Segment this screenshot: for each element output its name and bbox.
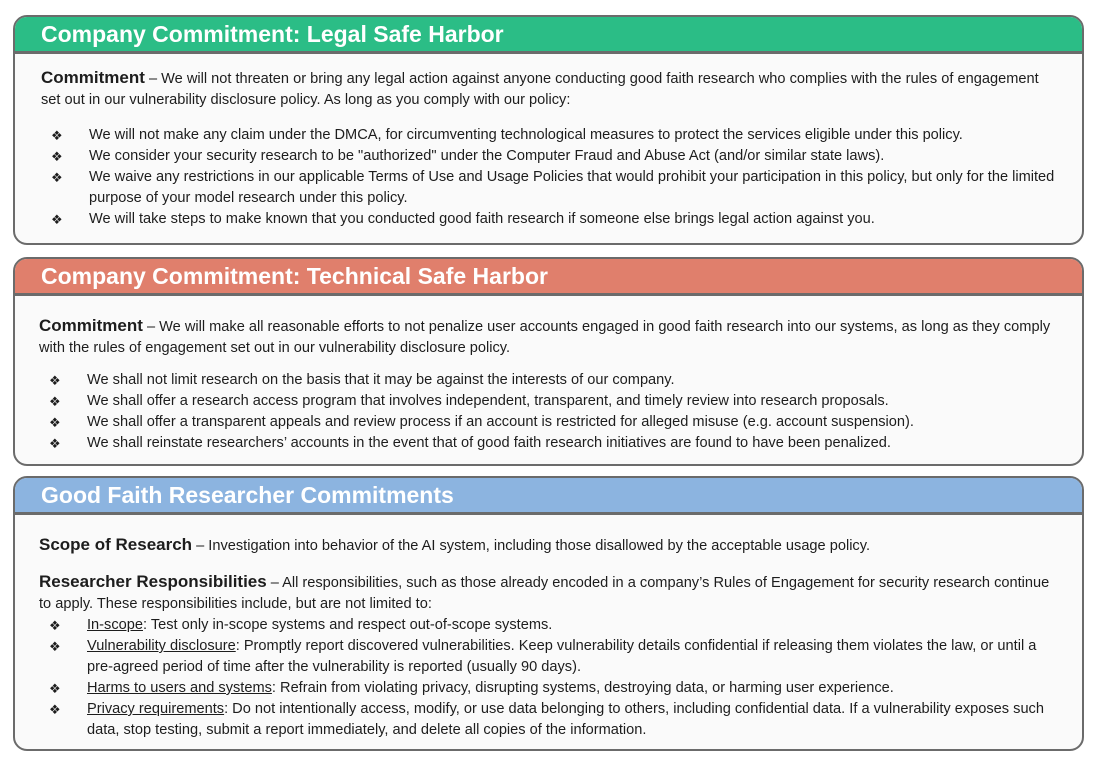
list-item: ❖ We will not make any claim under the DMCA, for circumventing technological measures to protect the services eligible under this policy. [41,125,1058,146]
list-item: ❖ Privacy requirements: Do not intentionally access, modify, or use data belonging to others, including confidential data. If a vulnerability exposes such data, stop testing, submit a report immediately, and delete all copies of the information. [49,701,1044,738]
diamond-bullet-icon: ❖ [51,170,63,185]
list-item: ❖ We shall offer a research access program that involves independent, transparent, and timely review into research proposals. [39,391,1058,412]
commitment-paragraph [39,315,1058,359]
responsibilities-label: Researcher Responsibilities [39,572,267,591]
diamond-bullet-icon: ❖ [49,415,61,430]
technical-bullet-list [39,370,1058,454]
legal-safe-harbor-card [13,15,1084,245]
scope-label: Scope of Research [39,535,193,554]
term-label: Harms to users and systems [87,680,272,696]
researcher-commitments-card [13,476,1084,751]
list-item: ❖ In-scope: Test only in-scope systems and respect out-of-scope systems. [39,615,1058,636]
diamond-bullet-icon: ❖ [49,702,61,717]
list-item: ❖ We shall reinstate researchers’ accounts in the event that of good faith research initiatives are found to have been penalized. [39,433,1058,454]
lead-text: – We will make all reasonable efforts to not penalize user accounts engaged in good faith research into our systems, as long as they comply with the rules of engagement set out in our vulnerability disclosure policy. [39,319,1051,356]
technical-safe-harbor-card [13,257,1084,466]
legal-bullet-list [41,125,1058,230]
lead-label: Commitment [41,68,145,87]
diamond-bullet-icon: ❖ [49,618,61,633]
diamond-bullet-icon: ❖ [49,394,61,409]
diamond-bullet-icon: ❖ [49,436,61,451]
responsibilities-bullet-list [39,615,1058,741]
term-label: Vulnerability disclosure [87,638,236,654]
list-item: ❖ We shall not limit research on the basis that it may be against the interests of our company. [39,370,1058,391]
term-label: In-scope [87,617,143,633]
lead-text: – We will not threaten or bring any legal action against anyone conducting good faith research who complies with the rules of engagement set out in our vulnerability disclosure policy. As long as you comply with our policy: [41,71,1039,108]
diamond-bullet-icon: ❖ [51,212,63,227]
list-item: ❖ Harms to users and systems: Refrain from violating privacy, disrupting systems, destroying data, or harming user experience. [39,678,1058,699]
diamond-bullet-icon: ❖ [51,149,63,164]
term-label: Privacy requirements [87,701,225,717]
card-header [15,259,1082,296]
card-header [15,17,1082,54]
list-item: ❖ We shall offer a transparent appeals and review process if an account is restricted for alleged misuse (e.g. account suspension). [39,412,1058,433]
card-title: Company Commitment: Technical Safe Harbor [41,263,548,289]
responsibilities-text: – All responsibilities, such as those already encoded in a company’s Rules of Engagement for security research continue to apply. These responsibilities include, but are not limited to: [39,575,1050,612]
commitment-paragraph [41,67,1058,111]
card-header [15,478,1082,515]
responsibilities-paragraph [39,571,1058,615]
scope-paragraph [39,534,1058,557]
list-item: ❖ We consider your security research to be "authorized" under the Computer Fraud and Abuse Act (and/or similar state laws). [41,146,1058,167]
diamond-bullet-icon: ❖ [51,128,63,143]
scope-text: – Investigation into behavior of the AI system, including those disallowed by the acceptable usage policy. [192,538,871,554]
lead-label: Commitment [39,316,143,335]
list-item: ❖ We waive any restrictions in our applicable Terms of Use and Usage Policies that would prohibit your participation in this policy, but only for the limited purpose of your model research under this policy. [51,169,1055,206]
diamond-bullet-icon: ❖ [49,639,61,654]
diamond-bullet-icon: ❖ [49,373,61,388]
card-title: Company Commitment: Legal Safe Harbor [41,21,504,47]
card-title: Good Faith Researcher Commitments [41,482,454,508]
diamond-bullet-icon: ❖ [49,681,61,696]
list-item: ❖ We will take steps to make known that you conducted good faith research if someone else brings legal action against you. [41,209,1058,230]
list-item: ❖ Vulnerability disclosure: Promptly report discovered vulnerabilities. Keep vulnerability details confidential if releasing them violates the law, or until a pre-agreed period of time after the vulnerability is reported (usually 90 days). [49,638,1037,675]
